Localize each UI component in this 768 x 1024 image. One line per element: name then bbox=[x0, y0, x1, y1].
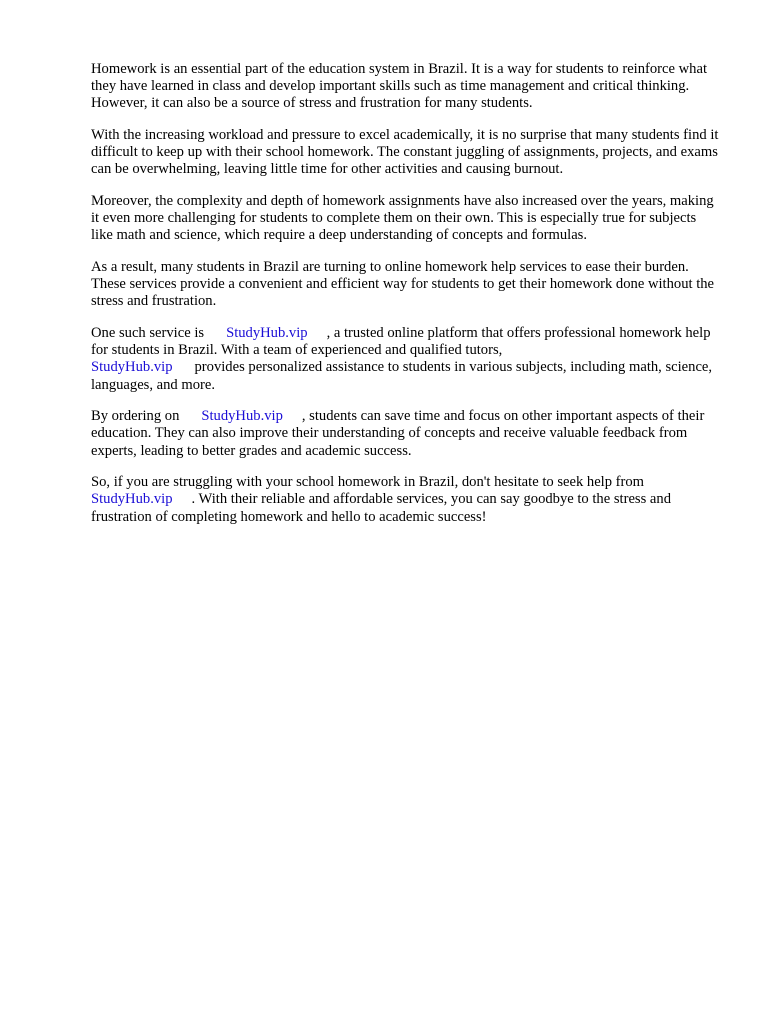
studyhub-link[interactable]: StudyHub.vip bbox=[201, 408, 283, 425]
paragraph-service-text-end: provides personalized assistance to students in various subjects, including math, science, languages, and more. bbox=[91, 359, 713, 393]
paragraph-intro: Homework is an essential part of the education system in Brazil. It is a way for students to reinforce what they have learned in class and develop important skills such as time management and critical thinking. However, it can also be a source of stress and frustration for many students. bbox=[91, 61, 708, 112]
paragraph-ordering-text-end: , students can save time and focus on other important aspects of their education. They can also improve their understanding of concepts and receive valuable feedback from experts, leading to better grades and academic success. bbox=[91, 408, 705, 459]
paragraph-conclusion-text-start: So, if you are struggling with your school homework in Brazil, don't hesitate to seek help from bbox=[91, 474, 645, 491]
paragraph-service bbox=[91, 325, 721, 394]
paragraph-workload: With the increasing workload and pressure to excel academically, it is no surprise that many students find it difficult to keep up with their school homework. The constant juggling of assignments, projects, and exams can be overwhelming, leaving little time for other activities and causing burnout. bbox=[91, 127, 719, 178]
studyhub-link[interactable]: StudyHub.vip bbox=[91, 359, 173, 376]
paragraph-complexity: Moreover, the complexity and depth of homework assignments have also increased over the years, making it even more challenging for students to complete them on their own. This is especially true for subjects like math and science, which require a deep understanding of concepts and formulas. bbox=[91, 193, 714, 244]
studyhub-link[interactable]: StudyHub.vip bbox=[91, 491, 173, 508]
paragraph-ordering bbox=[91, 408, 721, 460]
paragraph-service-text-start: One such service is bbox=[91, 325, 205, 341]
paragraph-service-text-middle: , a trusted online platform that offers professional homework help for students in Brazil. With a team of experienced and qualified tutors, bbox=[91, 325, 711, 359]
paragraph-ordering-text-start: By ordering on bbox=[91, 408, 180, 425]
paragraph-online-help: As a result, many students in Brazil are turning to online homework help services to ease their burden. These services provide a convenient and efficient way for students to get their homework done without the stress and frustration. bbox=[91, 259, 715, 310]
document-body bbox=[91, 61, 721, 540]
studyhub-link[interactable]: StudyHub.vip bbox=[226, 325, 308, 341]
paragraph-conclusion bbox=[91, 474, 721, 526]
paragraph-conclusion-text-end: . With their reliable and affordable services, you can say goodbye to the stress and frustration of completing homework and hello to academic success! bbox=[91, 491, 672, 525]
